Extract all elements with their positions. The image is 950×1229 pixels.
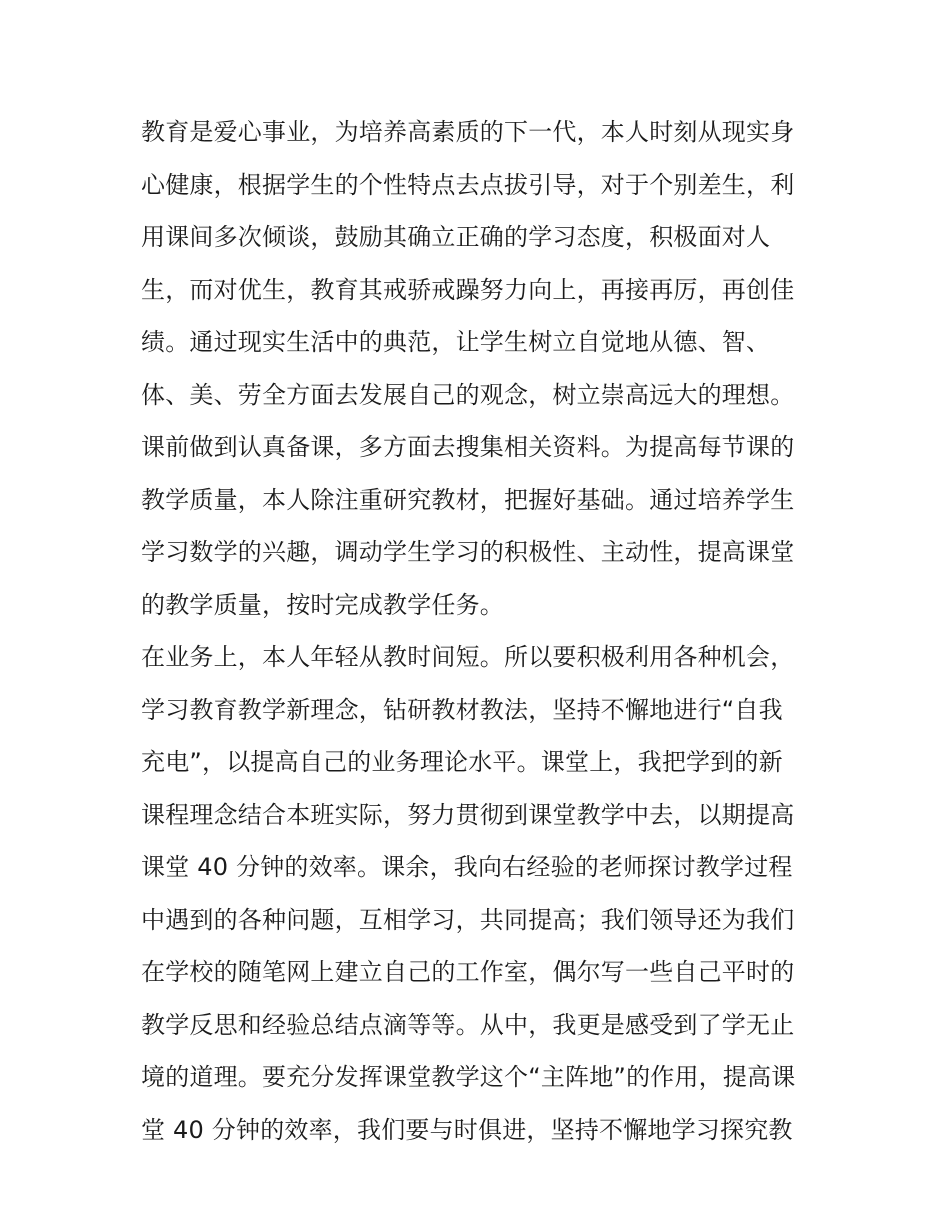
text-line: 教学反思和经验总结点滴等等。从中，我更是感受到了学无止 xyxy=(141,1010,795,1039)
text-line: 境的道理。要充分发挥课堂教学这个“主阵地”的作用，提高课 xyxy=(141,1063,796,1091)
text-line: 课堂 40 分钟的效率。课余，我向右经验的老师探讨教学过程 xyxy=(141,853,793,881)
text-line: 的教学质量，按时完成教学任务。 xyxy=(141,590,504,619)
text-line: 学习数学的兴趣，调动学生学习的积极性、主动性，提高课堂 xyxy=(141,538,795,566)
text-line: 绩。通过现实生活中的典范，让学生树立自觉地从德、智、 xyxy=(141,328,771,356)
body-text xyxy=(141,106,821,1156)
text-line: 学习教育教学新理念，钻研教材教法，坚持不懈地进行“自我 xyxy=(141,695,783,724)
text-line: 课前做到认真备课，多方面去搜集相关资料。为提高每节课的 xyxy=(141,433,795,461)
text-line: 生，而对优生，教育其戒骄戒躁努力向上，再接再厉，再创佳 xyxy=(141,275,795,304)
text-line: 体、美、劳全方面去发展自己的观念，树立崇高远大的理想。 xyxy=(141,380,795,409)
text-line: 在业务上，本人年轻从教时间短。所以要积极利用各种机会， xyxy=(141,643,795,671)
text-line: 堂 40 分钟的效率，我们要与时俱进，坚持不懈地学习探究教 xyxy=(141,1115,793,1144)
text-line: 教学质量，本人除注重研究教材，把握好基础。通过培养学生 xyxy=(141,485,795,514)
text-line: 中遇到的各种问题，互相学习，共同提高；我们领导还为我们 xyxy=(141,905,795,934)
text-line: 心健康，根据学生的个性特点去点拔引导，对于个别差生，利 xyxy=(141,170,795,199)
text-line: 在学校的随笔网上建立自己的工作室，偶尔写一些自己平时的 xyxy=(141,958,795,986)
text-line: 用课间多次倾谈，鼓励其确立正确的学习态度，积极面对人 xyxy=(141,223,771,251)
text-line: 教育是爱心事业，为培养高素质的下一代，本人时刻从现实身 xyxy=(141,118,795,146)
text-line: 充电”，以提高自己的业务理论水平。课堂上，我把学到的新 xyxy=(141,748,783,776)
text-line: 课程理念结合本班实际，努力贯彻到课堂教学中去，以期提高 xyxy=(141,800,795,829)
